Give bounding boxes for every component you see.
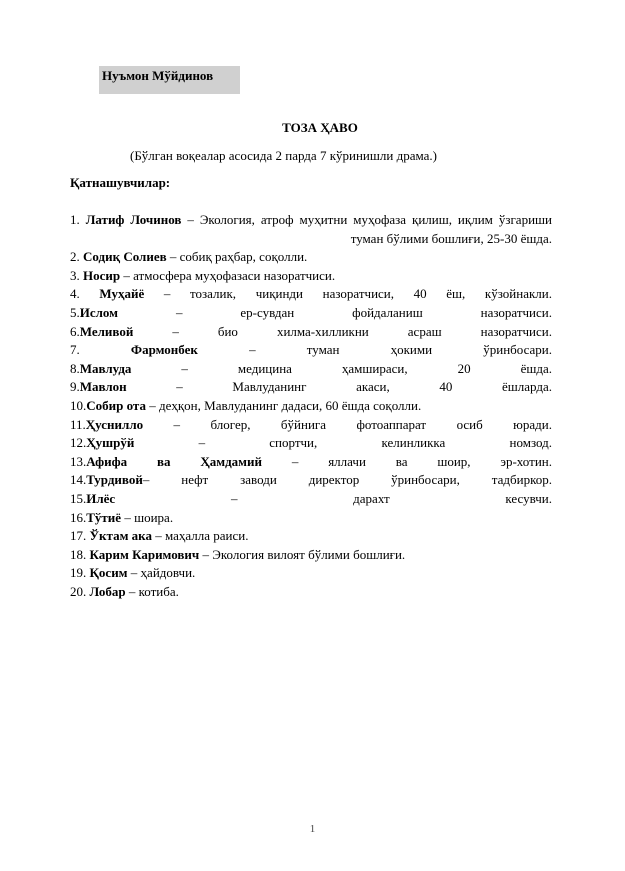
list-item: 7. Фармонбек – туман ҳокими ўринбосари. (70, 342, 552, 358)
list-item: 16.Тўтиё – шоира. (70, 509, 174, 525)
character-list (70, 211, 552, 601)
list-item: 18. Карим Каримович – Экология вилоят бўлими бошлиғи. (70, 546, 406, 562)
play-title: ТОЗА ҲАВО (282, 120, 358, 135)
list-item: 11.Ҳуснилло – блогер, бўйнига фотоаппарат осиб юради. (70, 416, 552, 432)
list-item: 2. Содиқ Солиев – собиқ раҳбар, соқолли. (70, 249, 308, 265)
list-item: 14.Турдивой– нефт заводи директор ўринбосари, тадбиркор. (70, 472, 552, 488)
page-number: 1 (309, 823, 316, 835)
list-item: 5.Ислом – ер-сувдан фойдаланиш назоратчиси. (70, 304, 552, 320)
list-item: 10.Собир ота – деҳқон, Мавлуданинг дадаси, 60 ёшда соқолли. (70, 397, 422, 413)
list-item: 3. Носир – атмосфера муҳофазаси назоратчиси. (70, 267, 336, 283)
list-item: 13.Афифа ва Ҳамдамий – яллачи ва шоир, эр-хотин. (70, 453, 552, 469)
list-item: 12.Ҳушрўй – спортчи, келинликка номзод. (70, 435, 552, 451)
list-item: 4. Муҳайё – тозалик, чиқинди назоратчиси, 40 ёш, кўзойнакли. (70, 286, 553, 302)
cast-heading: Қатнашувчилар: (70, 175, 171, 190)
list-item: 20. Лобар – котиба. (70, 583, 179, 599)
list-item: 9.Мавлон – Мавлуданинг акаси, 40 ёшларда. (70, 379, 552, 395)
author-name: Нуъмон Мўйдинов (99, 66, 240, 94)
list-item: 6.Меливой – био хилма-хилликни асраш назоратчиси. (70, 323, 552, 339)
play-subtitle: (Бўлган воқеалар асосида 2 парда 7 кўринишли драма.) (130, 148, 437, 163)
list-item: 17. Ўктам ака – маҳалла раиси. (70, 528, 249, 544)
list-item: 8.Мавлуда – медицина ҳамшираси, 20 ёшда. (70, 360, 552, 376)
list-item: 15.Илёс – дарахт кесувчи. (70, 490, 552, 506)
list-item: 19. Қосим – ҳайдовчи. (70, 565, 196, 581)
list-item: 1. Латиф Лочинов – Экология, атроф муҳитни муҳофаза қилиш, иқлим ўзгариши туман бўлими бошлиғи, 25-30 ёшда. (70, 212, 552, 246)
